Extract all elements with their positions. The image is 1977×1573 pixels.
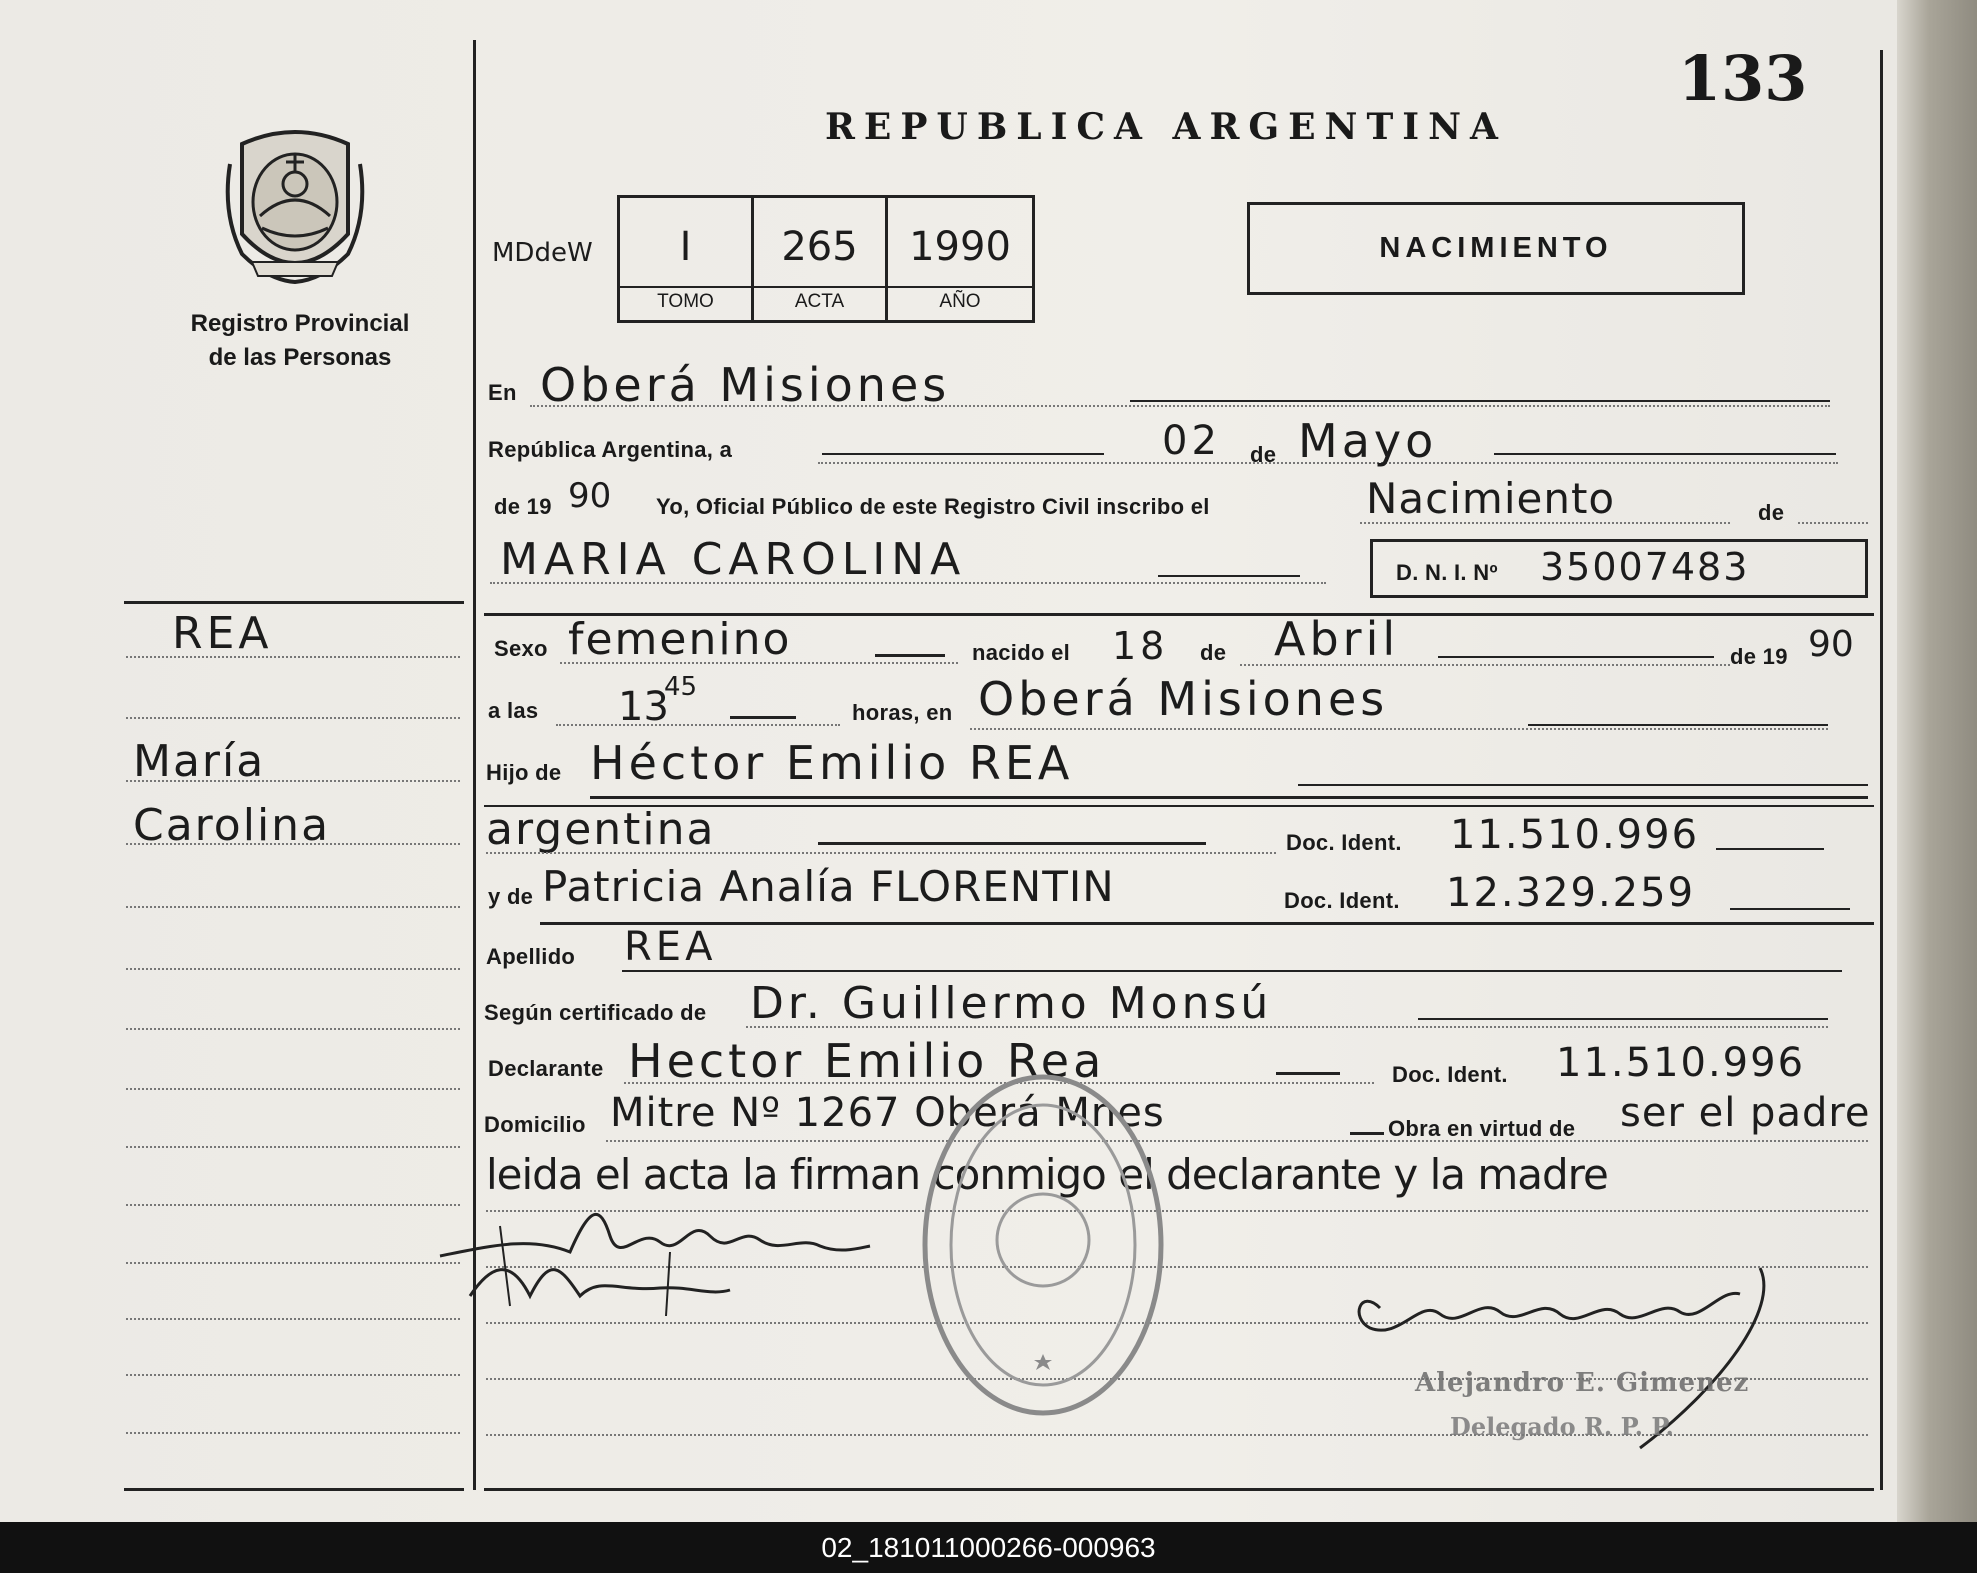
official-title-stamp: Delegado R. P. P. bbox=[1450, 1412, 1674, 1441]
birth-place-line bbox=[970, 728, 1828, 730]
dni-value: 35007483 bbox=[1540, 545, 1750, 589]
margin-dotted-line bbox=[126, 1088, 460, 1090]
sex-line bbox=[560, 662, 958, 664]
acta-caption: ACTA bbox=[794, 291, 845, 312]
year-prefix: de 19 bbox=[494, 494, 552, 519]
father-doc-label: Doc. Ident. bbox=[1286, 830, 1402, 855]
birth-day: 18 bbox=[1112, 624, 1169, 668]
page-number: 133 bbox=[1678, 42, 1808, 115]
registry-line-2: de las Personas bbox=[208, 344, 392, 371]
birth-place: Oberá Misiones bbox=[978, 672, 1389, 726]
tomo-value: I bbox=[679, 224, 692, 270]
apellido-value: REA bbox=[624, 924, 717, 970]
event-line bbox=[1360, 522, 1730, 524]
margin-surname: REA bbox=[172, 608, 273, 659]
domicilio-value: Mitre Nº 1267 Oberá Mnes bbox=[610, 1090, 1165, 1136]
tomo-caption: TOMO bbox=[657, 291, 714, 312]
date-fill-line bbox=[822, 453, 1104, 455]
certificado-label: Según certificado de bbox=[484, 1000, 707, 1025]
margin-dotted-line bbox=[126, 906, 460, 908]
republica-label: República Argentina, a bbox=[488, 437, 733, 462]
nacido-label: nacido el bbox=[972, 640, 1071, 665]
file-id-caption: 02_181011000266-000963 bbox=[0, 1522, 1977, 1573]
en-fill-line bbox=[1130, 400, 1830, 402]
birth-place-fill bbox=[1528, 724, 1828, 726]
de-label-2: de bbox=[1758, 500, 1785, 525]
declarante-label: Declarante bbox=[488, 1056, 604, 1081]
hijo-label: Hijo de bbox=[486, 760, 562, 785]
birth-year-prefix: de 19 bbox=[1730, 644, 1788, 669]
book-binding-edge bbox=[1897, 0, 1977, 1522]
domicilio-fill bbox=[1350, 1132, 1384, 1135]
certificado-line bbox=[746, 1026, 1828, 1028]
birth-month: Abril bbox=[1274, 612, 1400, 666]
birth-de-label: de bbox=[1200, 640, 1227, 665]
birth-month-fill bbox=[1438, 656, 1714, 658]
acta-cell bbox=[754, 198, 888, 320]
anio-cell bbox=[888, 198, 1032, 320]
yo-text: Yo, Oficial Público de este Registro Civil inscribo el bbox=[656, 494, 1210, 519]
obra-label: Obra en virtud de bbox=[1388, 1116, 1576, 1141]
declarant-signature bbox=[430, 1196, 880, 1326]
birth-time-minutes: 45 bbox=[664, 672, 698, 702]
child-name: MARIA CAROLINA bbox=[500, 534, 967, 585]
year-suffix: 90 bbox=[568, 476, 612, 516]
declarante-fill bbox=[1276, 1072, 1340, 1075]
margin-given-name-2: Carolina bbox=[133, 800, 331, 851]
father-nationality: argentina bbox=[486, 804, 716, 855]
document-type-box: NACIMIENTO bbox=[1247, 202, 1745, 295]
time-line bbox=[556, 724, 840, 726]
a-las-label: a las bbox=[488, 698, 539, 723]
margin-top-rule bbox=[124, 601, 464, 604]
father-doc-fill bbox=[1716, 848, 1824, 850]
margin-dotted-line bbox=[126, 1204, 460, 1206]
official-stamp-icon bbox=[918, 1070, 1168, 1420]
y-de-label: y de bbox=[488, 884, 534, 909]
declarante-doc: 11.510.996 bbox=[1556, 1040, 1806, 1086]
en-label: En bbox=[488, 380, 517, 405]
de-label: de bbox=[1250, 442, 1277, 467]
child-name-line bbox=[490, 582, 1326, 584]
domicilio-line bbox=[606, 1140, 1868, 1142]
right-margin-rule bbox=[1880, 50, 1883, 1490]
declarante-doc-label: Doc. Ident. bbox=[1392, 1062, 1508, 1087]
father-fill-line bbox=[1298, 784, 1868, 786]
margin-given-name-1: María bbox=[133, 736, 266, 787]
mother-doc-label: Doc. Ident. bbox=[1284, 888, 1400, 913]
mother-rule bbox=[540, 922, 1874, 925]
margin-dotted-line bbox=[126, 717, 460, 719]
father-doc: 11.510.996 bbox=[1450, 812, 1700, 858]
registration-day: 02 bbox=[1162, 418, 1221, 464]
father-rule bbox=[590, 796, 1868, 799]
registry-name bbox=[160, 307, 440, 375]
anio-caption: AÑO bbox=[939, 291, 981, 312]
margin-dotted-line bbox=[126, 1432, 460, 1434]
form-bottom-rule bbox=[484, 1488, 1874, 1491]
nationality-line bbox=[486, 852, 1276, 854]
birth-year-suffix: 90 bbox=[1808, 624, 1854, 665]
margin-dotted-line bbox=[126, 656, 460, 658]
time-fill-line bbox=[730, 716, 796, 719]
margin-bottom-rule bbox=[124, 1488, 464, 1491]
country-heading: REPUBLICA ARGENTINA bbox=[825, 106, 1507, 148]
record-number-box bbox=[617, 195, 1035, 323]
father-name: Héctor Emilio REA bbox=[590, 736, 1074, 790]
margin-dotted-line bbox=[126, 968, 460, 970]
model-note: MDdeW bbox=[492, 238, 593, 268]
registration-place: Oberá Misiones bbox=[540, 358, 951, 412]
acta-value: 265 bbox=[781, 224, 858, 270]
margin-dotted-line bbox=[126, 1262, 460, 1264]
certificado-value: Dr. Guillermo Monsú bbox=[750, 978, 1273, 1029]
tomo-cell bbox=[620, 198, 754, 320]
sexo-label: Sexo bbox=[494, 636, 548, 661]
declarante-value: Hector Emilio Rea bbox=[628, 1034, 1106, 1088]
sex-value: femenino bbox=[568, 614, 792, 665]
certificado-fill bbox=[1418, 1018, 1828, 1020]
apellido-label: Apellido bbox=[486, 944, 576, 969]
horas-label: horas, en bbox=[852, 700, 953, 725]
mother-doc: 12.329.259 bbox=[1446, 870, 1696, 916]
domicilio-label: Domicilio bbox=[484, 1112, 586, 1137]
margin-dotted-line bbox=[126, 1374, 460, 1376]
margin-dotted-line bbox=[126, 1146, 460, 1148]
margin-dotted-line bbox=[126, 1318, 460, 1320]
obra-value: ser el padre bbox=[1620, 1090, 1871, 1136]
registry-line-1: Registro Provincial bbox=[190, 310, 410, 337]
birth-time: 13 bbox=[618, 684, 669, 730]
official-name-stamp: Alejandro E. Gimenez bbox=[1415, 1368, 1750, 1398]
event-type: Nacimiento bbox=[1366, 474, 1616, 523]
mother-name: Patricia Analía FLORENTIN bbox=[542, 862, 1115, 911]
misiones-coat-of-arms-icon bbox=[222, 124, 368, 284]
apellido-rule bbox=[622, 970, 1842, 972]
dni-label: D. N. I. Nº bbox=[1396, 560, 1498, 585]
birth-month-line bbox=[1240, 664, 1730, 666]
en-line bbox=[530, 405, 1830, 407]
margin-dotted-line bbox=[126, 1028, 460, 1030]
margin-dotted-line bbox=[126, 843, 460, 845]
mother-doc-fill bbox=[1730, 908, 1850, 910]
closing-note: leida el acta la firman conmigo el declarante y la madre bbox=[486, 1150, 1608, 1199]
anio-value: 1990 bbox=[909, 224, 1011, 270]
nationality-fill bbox=[818, 842, 1206, 845]
child-name-fill bbox=[1158, 575, 1300, 577]
month-fill-line bbox=[1494, 453, 1836, 455]
de-line bbox=[1798, 522, 1868, 524]
registration-month: Mayo bbox=[1298, 414, 1438, 468]
sex-fill-line bbox=[875, 654, 945, 657]
margin-dotted-line bbox=[126, 780, 460, 782]
